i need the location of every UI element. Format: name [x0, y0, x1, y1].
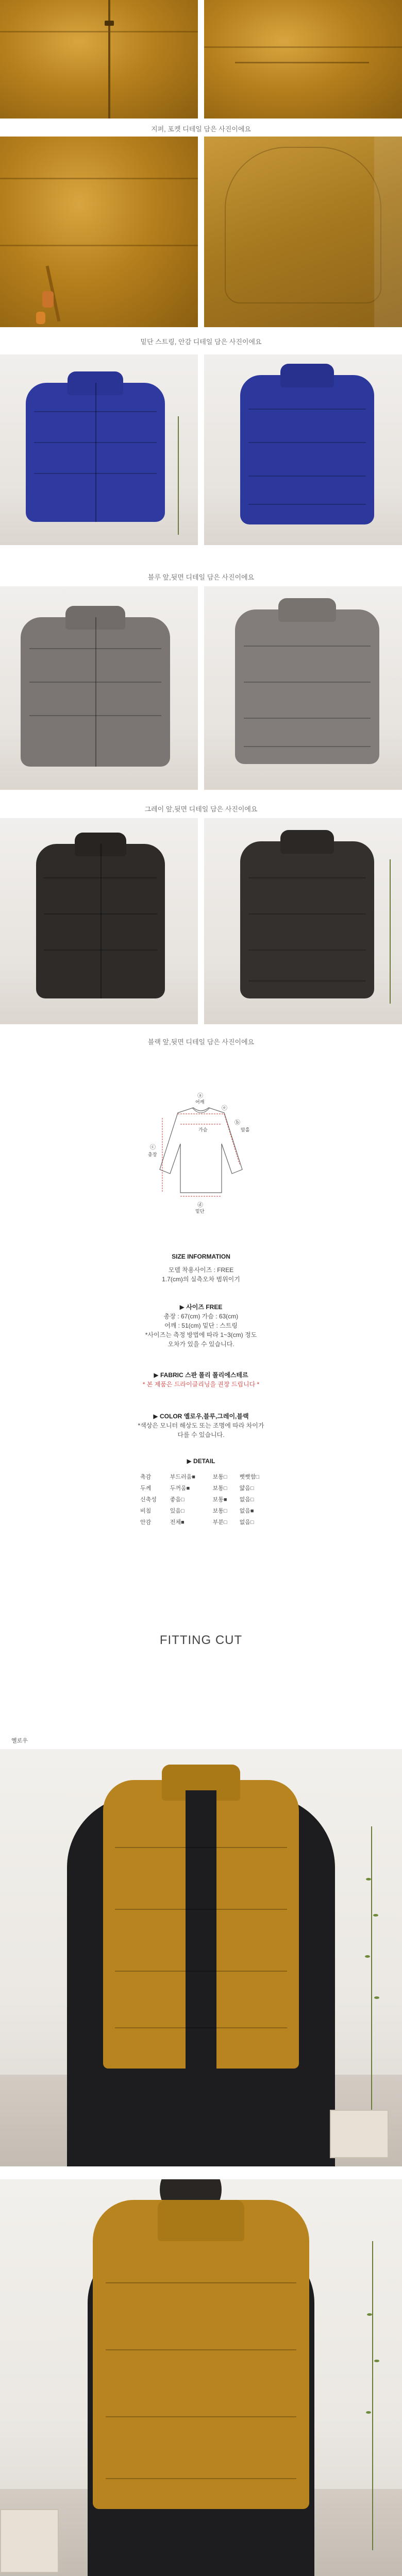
size-free-head: ▶ 사이즈 FREE [179, 1303, 223, 1311]
label-chest: 가슴 [198, 1127, 208, 1132]
detail-row [138, 1494, 272, 1505]
detail-row [138, 1505, 272, 1516]
checkbox-icon: □ [250, 1497, 254, 1503]
detail-option: 없음■ [239, 1508, 254, 1514]
fabric-head: ▶ FABRIC 스판 폴리 폴리에스테르 [154, 1371, 248, 1379]
detail-key: 안감 [140, 1519, 152, 1526]
label-shoulder: 어깨 [195, 1099, 205, 1105]
drawcord-caption: 밑단 스트링, 안감 디테일 담은 사진이에요 [140, 338, 262, 346]
detail-row [138, 1471, 272, 1482]
drawcord-closeup-photo [0, 137, 198, 327]
checkbox-icon: □ [223, 1519, 227, 1526]
label-c: ⓒ [150, 1144, 156, 1150]
detail-table [138, 1471, 272, 1528]
fitting-cut-title: FITTING CUT [159, 1633, 243, 1647]
detail-option: 보통□ [212, 1485, 227, 1492]
color-head: ▶ COLOR 옐로우,블루,그레이,블랙 [153, 1413, 249, 1420]
color-line: 다를 수 있습니다. [177, 1431, 225, 1438]
checkbox-icon: □ [223, 1474, 227, 1480]
gray-caption: 그레이 앞,뒷면 디테일 담은 사진이에요 [144, 805, 258, 813]
black-vest-photo-row [0, 818, 402, 1024]
fabric-section [0, 1370, 402, 1389]
black-vest-back [240, 841, 374, 998]
detail-section [0, 1456, 402, 1466]
fitting-back-photo [0, 2179, 402, 2576]
stool-icon [0, 2509, 59, 2573]
blue-caption: 블루 앞,뒷면 디테일 담은 사진이에요 [147, 573, 255, 581]
detail-option: 있음□ [170, 1508, 185, 1514]
label-hem: 밑단 [195, 1209, 205, 1214]
checkbox-icon: ■ [181, 1519, 185, 1526]
detail-option: 두꺼움■ [170, 1485, 190, 1492]
label-e: ⓔ [222, 1105, 227, 1111]
label-sleeve: 암홀 [241, 1127, 250, 1132]
blue-vest-front-photo [0, 354, 198, 545]
detail-row [138, 1482, 272, 1494]
black-vest-front-photo [0, 818, 198, 1024]
size-free-line: 총장 : 67(cm) 가슴 : 63(cm) [163, 1313, 239, 1320]
detail-option: 보통■ [212, 1497, 227, 1503]
size-information-title: SIZE INFORMATION [172, 1253, 230, 1260]
detail-option: 얇음□ [239, 1485, 254, 1492]
plant-icon [178, 416, 179, 535]
mustard-vest-front [103, 1780, 299, 2069]
color-line: *색상은 모니터 해상도 또는 조명에 따라 차이가 [138, 1422, 264, 1429]
checkbox-icon: ■ [223, 1497, 227, 1503]
detail-key: 촉감 [140, 1474, 152, 1480]
size-diagram [147, 1087, 255, 1216]
pocket-closeup-photo [204, 0, 402, 118]
label-length: 총장 [148, 1152, 157, 1157]
black-caption: 블랙 앞,뒷면 디테일 담은 사진이에요 [147, 1038, 255, 1046]
detail-option: 뻣뻣함□ [239, 1474, 260, 1480]
detail-key: 신축성 [140, 1497, 157, 1503]
label-a: ⓐ [197, 1093, 203, 1099]
checkbox-icon: □ [250, 1519, 254, 1526]
stool-icon [330, 2110, 389, 2158]
color-section [0, 1412, 402, 1439]
plant-icon [340, 2179, 402, 2576]
detail-option: 부분□ [212, 1519, 227, 1526]
size-free-line: 어깨 : 51(cm) 밑단 : 스트링 [164, 1322, 238, 1329]
detail-option: 없음□ [239, 1519, 254, 1526]
detail-row [138, 1516, 272, 1528]
lining-closeup-photo [204, 137, 402, 327]
checkbox-icon: □ [256, 1474, 260, 1480]
label-d: ⓓ [197, 1202, 203, 1208]
blue-vest-back [240, 375, 374, 524]
detail-option: 보통□ [212, 1508, 227, 1514]
detail-option: 좋음□ [170, 1497, 185, 1503]
detail-key: 비침 [140, 1508, 152, 1514]
black-vest-back-photo [204, 818, 402, 1024]
checkbox-icon: □ [223, 1508, 227, 1514]
label-b: ⓑ [234, 1120, 240, 1126]
zipper-caption: 지퍼, 포켓 디테일 담은 사진이에요 [151, 125, 251, 133]
fitting-front-photo [0, 1749, 402, 2166]
gray-vest-front [21, 617, 170, 767]
size-free-section [0, 1302, 402, 1349]
size-free-line: 오차가 있을 수 있습니다. [167, 1341, 234, 1348]
checkbox-icon: □ [181, 1508, 185, 1514]
black-vest-front [36, 844, 165, 998]
gray-vest-back-photo [204, 586, 402, 790]
checkbox-icon: ■ [250, 1508, 254, 1514]
sweatshirt-diagram-icon [147, 1087, 255, 1216]
checkbox-icon: □ [250, 1485, 254, 1492]
gray-vest-back [235, 609, 379, 764]
blue-vest-photo-row [0, 354, 402, 545]
detail-option: 전체■ [170, 1519, 185, 1526]
size-free-line: *사이즈는 측정 방법에 따라 1~3(cm) 정도 [145, 1331, 257, 1338]
drawcord-photo-row [0, 137, 402, 327]
blue-vest-back-photo [204, 354, 402, 545]
zipper-closeup-photo [0, 0, 198, 118]
gray-vest-photo-row [0, 586, 402, 790]
checkbox-icon: □ [223, 1485, 227, 1492]
detail-head: ▶ DETAIL [187, 1458, 215, 1465]
detail-option: 없음□ [239, 1497, 254, 1503]
zipper-photo-row [0, 0, 402, 118]
model-size-line: 모델 착용사이즈 : FREE [168, 1266, 234, 1274]
fabric-note: * 본 제품은 드라이클리닝을 권장 드립니다 * [142, 1381, 260, 1388]
plant-icon [340, 1749, 402, 2166]
mustard-vest-back [93, 2200, 309, 2509]
checkbox-icon: ■ [192, 1474, 195, 1480]
detail-option: 보통□ [212, 1474, 227, 1480]
size-information [0, 1252, 402, 1284]
detail-key: 두께 [140, 1485, 152, 1492]
blue-vest-front [26, 383, 165, 522]
checkbox-icon: ■ [186, 1485, 190, 1492]
gray-vest-front-photo [0, 586, 198, 790]
plant-icon [390, 859, 391, 1004]
detail-option: 부드러움■ [170, 1474, 195, 1480]
error-range-line: 1.7(cm)의 실측오차 범위이기 [162, 1276, 240, 1283]
checkbox-icon: □ [181, 1497, 185, 1503]
model-color-label: 옐로우 [11, 1738, 28, 1744]
